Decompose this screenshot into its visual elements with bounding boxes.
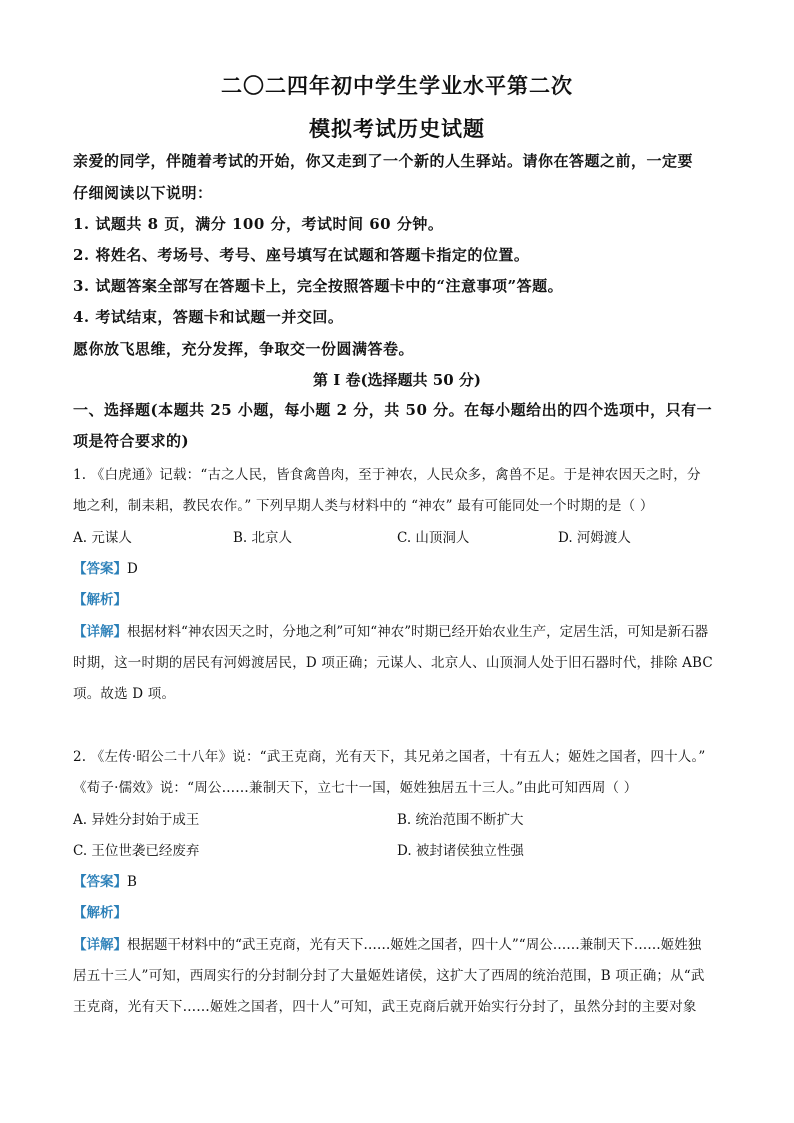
- q1-detail-text-1: 根据材料“神农因天之时，分地之利”可知“神农”时期已经开始农业生产，定居生活，可知是新石器: [127, 624, 709, 640]
- q2-analysis: [73, 901, 127, 921]
- section-instruction-line-2: 项是符合要求的): [73, 432, 190, 450]
- q1-detail-tag: 【详解】: [73, 624, 127, 640]
- q2-option-a: A. 异姓分封始于成王: [73, 812, 200, 828]
- q2-answer: [73, 870, 137, 890]
- q1-analysis: [73, 588, 127, 608]
- q2-detail-tag: 【详解】: [73, 937, 127, 953]
- q2-detail-line-2: 居五十三人”可知，西周实行的分封制分封了大量姬姓诸侯，这扩大了西周的统治范围，B 项正确；从“武: [73, 968, 705, 984]
- title-line-2: 模拟考试历史试题: [309, 116, 485, 141]
- q2-detail-line-3: 王克商，光有天下……姬姓之国者，四十人”可知，武王克商后就开始实行分封了，虽然分封的主要对象: [73, 999, 697, 1015]
- q1-answer: [73, 557, 138, 577]
- section-instruction-line-1: 一、选择题(本题共 25 小题，每小题 2 分，共 50 分。在每小题给出的四个选项中，只有一: [73, 401, 713, 419]
- section-heading: 第 Ⅰ 卷(选择题共 50 分): [313, 371, 481, 389]
- intro-paragraph-line-1: 亲爱的同学，伴随着考试的开始，你又走到了一个新的人生驿站。请你在答题之前，一定要: [73, 152, 694, 170]
- q2-stem-line-1: 2. 《左传·昭公二十八年》说：“武王克商，光有天下，其兄弟之国者，十有五人；姬姓之国者，四十人。”: [73, 749, 706, 765]
- q1-option-c: C. 山顶洞人: [397, 530, 470, 546]
- q2-option-d: D. 被封诸侯独立性强: [397, 843, 524, 859]
- q1-option-a: A. 元谋人: [73, 530, 132, 546]
- intro-paragraph-line-2: 仔细阅读以下说明：: [73, 184, 213, 202]
- q2-option-c: C. 王位世袭已经废弃: [73, 843, 200, 859]
- q2-answer-tag: 【答案】: [73, 874, 127, 890]
- wish-line: 愿你放飞思维，充分发挥，争取交一份圆满答卷。: [73, 340, 415, 358]
- q1-option-d: D. 河姆渡人: [558, 530, 631, 546]
- instruction-4: 4. 考试结束，答题卡和试题一并交回。: [73, 308, 344, 326]
- q1-detail-line-3: 项。故选 D 项。: [73, 686, 176, 702]
- instruction-2: 2. 将姓名、考场号、考号、座号填写在试题和答题卡指定的位置。: [73, 246, 530, 264]
- q2-detail-text-1: 根据题干材料中的“武王克商，光有天下……姬姓之国者，四十人”“周公……兼制天下……姬姓独: [127, 937, 702, 953]
- instruction-1: 1. 试题共 8 页，满分 100 分，考试时间 60 分钟。: [73, 215, 444, 233]
- title-line-1: 二〇二四年初中学生学业水平第二次: [221, 73, 573, 98]
- q1-analysis-tag: 【解析】: [73, 592, 127, 608]
- instruction-3: 3. 试题答案全部写在答题卡上，完全按照答题卡中的“注意事项”答题。: [73, 277, 564, 295]
- q2-stem-line-2: 《荀子·儒效》说：“周公……兼制天下，立七十一国，姬姓独居五十三人。”由此可知西周（ ）: [73, 780, 638, 796]
- q1-answer-value: D: [127, 561, 138, 577]
- q1-option-b: B. 北京人: [233, 530, 293, 546]
- q1-detail-line-2: 时期，这一时期的居民有河姆渡居民，D 项正确；元谋人、北京人、山顶洞人处于旧石器时代，排除 ABC: [73, 655, 713, 671]
- q1-detail-line-1: [73, 620, 708, 640]
- q1-stem-line-1: 1. 《白虎通》记载：“古之人民，皆食禽兽肉，至于神农，人民众多，禽兽不足。于是神农因天之时，分: [73, 467, 701, 483]
- q2-answer-value: B: [127, 874, 137, 890]
- q2-option-b: B. 统治范围不断扩大: [397, 812, 524, 828]
- q1-answer-tag: 【答案】: [73, 561, 127, 577]
- q2-analysis-tag: 【解析】: [73, 905, 127, 921]
- q2-detail-line-1: [73, 933, 701, 953]
- q1-stem-line-2: 地之利，制耒耜，教民农作。” 下列早期人类与材料中的 “神农” 最有可能同处一个时期的是（ ）: [73, 498, 654, 514]
